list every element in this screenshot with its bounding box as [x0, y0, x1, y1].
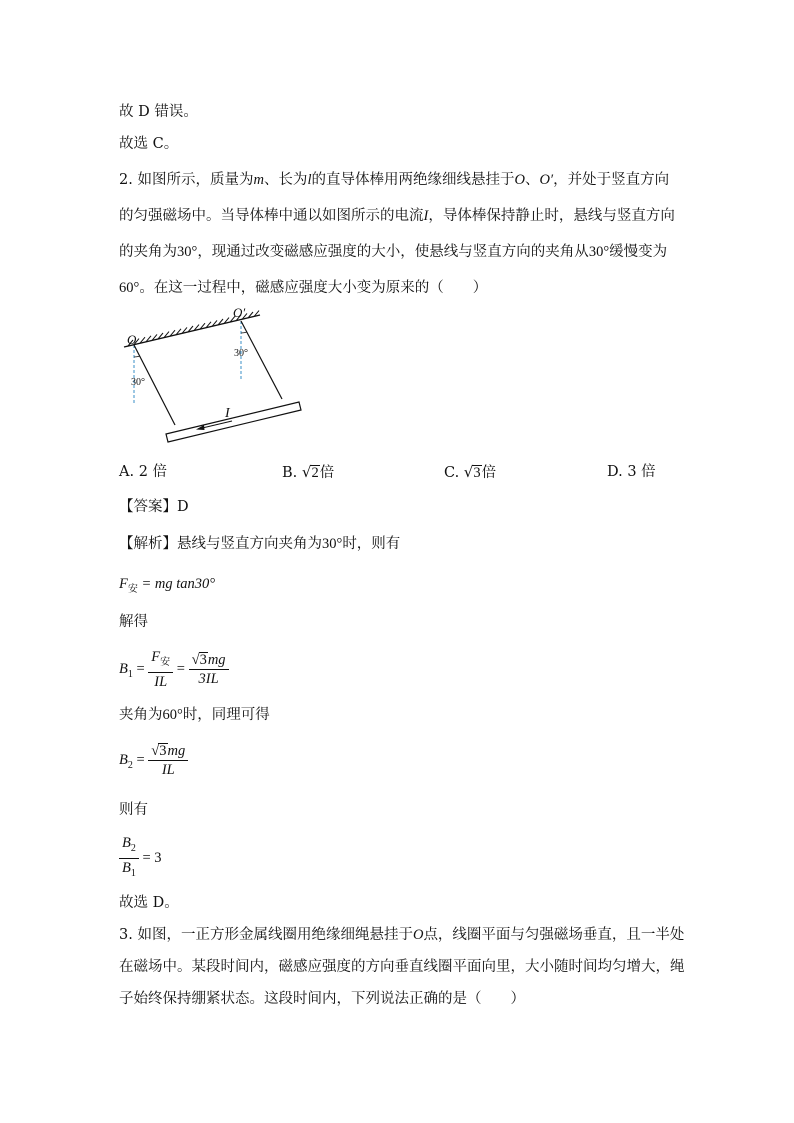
equation-4: $\frac{B_2}{B_1}$ = 3 [119, 834, 162, 883]
fraction-2: $\frac{√3mg}{3IL}$ [189, 651, 229, 688]
q2-stem-line-2: 的匀强磁场中。当导体棒中通以如图所示的电流I，导体棒保持静止时，悬线与竖直方向 [119, 208, 675, 224]
option-d[interactable]: D. 3 倍 [607, 464, 656, 480]
left-angle-arc [134, 356, 140, 357]
fraction-3: $\frac{√3mg}{IL}$ [148, 742, 188, 779]
sqrt-sign: √ [463, 463, 474, 481]
q2-stem-line-4: 60°。在这一过程中，磁感应强度大小变为原来的（ ） [119, 280, 488, 296]
label-o: O [127, 332, 137, 347]
q2-stem-line-1: 2. 如图所示，质量为m、长为l的直导体棒用两绝缘细线悬挂于O、O′，并处于竖直方向 [119, 172, 670, 188]
equals: = [176, 661, 185, 677]
equals: = [136, 752, 145, 768]
equation-3: $B_2$ = $\frac{√3mg}{IL}$ [119, 742, 188, 779]
equation-2: $B_1$ = $\frac{F_安}{IL}$ = $\frac{√3mg}{3IL}$ [119, 648, 229, 691]
current-label: I [225, 406, 230, 421]
option-c[interactable]: C. √3倍 [444, 463, 497, 481]
equation-1: $F_安$ = mg tan30° [119, 576, 216, 595]
angle-label-right: 30° [234, 348, 248, 359]
q2-stem-line-3: 的夹角为30°，现通过改变磁感应强度的大小，使悬线与竖直方向的夹角从30°缓慢变为 [119, 244, 668, 260]
fraction-1: $\frac{F_安}{IL}$ [148, 648, 173, 691]
right-thread [241, 321, 282, 399]
q3-stem-line-3: 子始终保持绷紧状态。这段时间内，下列说法正确的是（ ） [119, 991, 525, 1007]
answer: 【答案】D [119, 499, 189, 515]
fraction-4: $\frac{B_2}{B_1}$ [119, 834, 139, 883]
analysis-line: 【解析】悬线与竖直方向夹角为30°时，则有 [119, 536, 401, 552]
sqrt-sign: √ [301, 463, 312, 481]
solve-label: 解得 [119, 614, 148, 630]
q3-stem-line-1: 3. 如图，一正方形金属线圈用绝缘细绳悬挂于O点，线圈平面与匀强磁场垂直，且一半处 [119, 927, 685, 943]
q2-diagram [112, 300, 342, 450]
prev-solution-line-1: 故 D 错误。 [119, 104, 198, 120]
conductor-rod [166, 402, 301, 442]
label-o-prime: O′ [233, 305, 246, 320]
option-b[interactable]: B. √2倍 [282, 463, 335, 481]
angle-label-left: 30° [131, 377, 145, 388]
q3-stem-line-2: 在磁场中。某段时间内，磁感应强度的方向垂直线圈平面向里，大小随时间均匀增大，绳 [119, 959, 685, 975]
angle-60-line: 夹角为60°时，同理可得 [119, 707, 270, 723]
then-label: 则有 [119, 802, 148, 818]
equals: = [136, 661, 145, 677]
right-angle-arc [241, 332, 247, 333]
option-a[interactable]: A. 2 倍 [119, 464, 168, 480]
prev-solution-line-2: 故选 C。 [119, 136, 179, 152]
final-choice: 故选 D。 [119, 895, 179, 911]
